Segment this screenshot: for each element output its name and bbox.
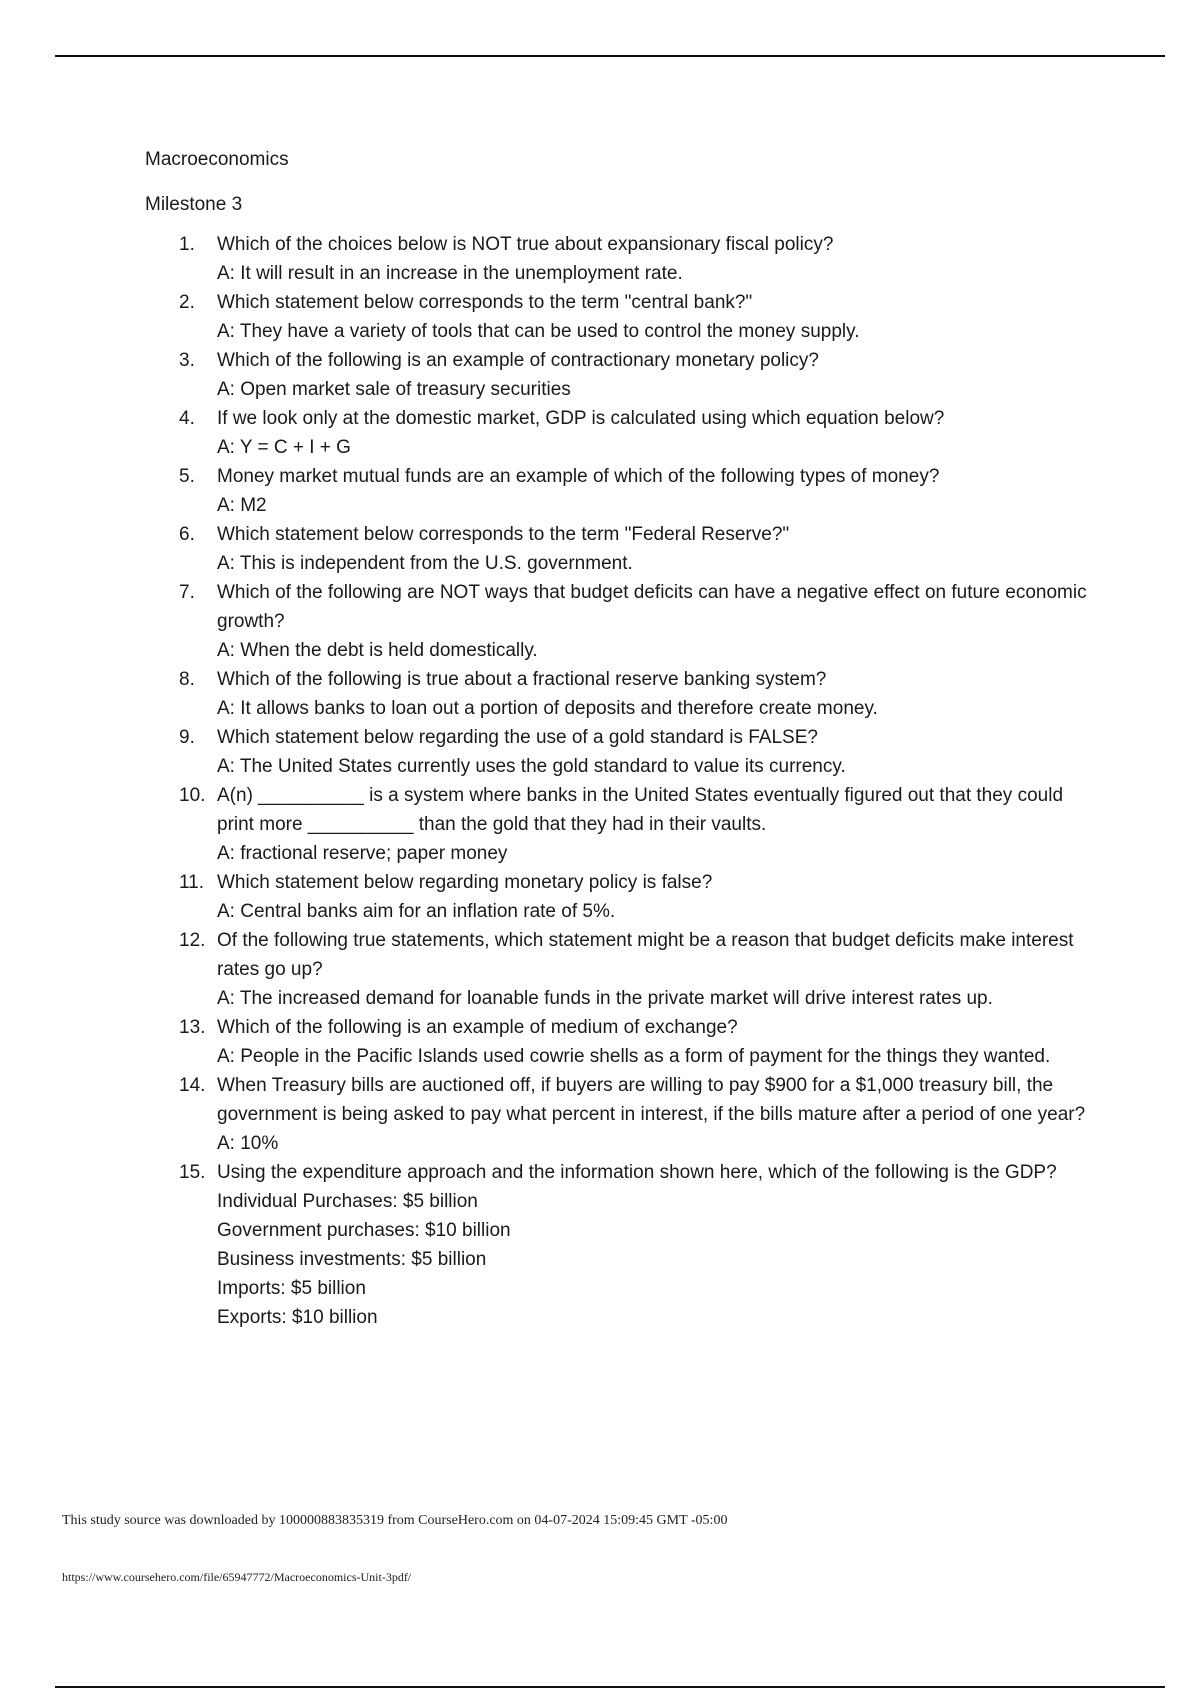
question-text: Which of the choices below is NOT true about expansionary fiscal policy? [217, 234, 834, 255]
answer-text: A: fractional reserve; paper money [217, 843, 508, 864]
question-text: Which of the following is an example of contractionary monetary policy? [217, 350, 819, 371]
question-text: Which statement below corresponds to the term "central bank?" [217, 292, 753, 313]
question-text: Which statement below regarding monetary policy is false? [217, 872, 713, 893]
question-item [145, 1071, 1095, 1158]
question-item [145, 288, 1095, 346]
question-item [145, 404, 1095, 462]
question-number: 4. [179, 408, 195, 429]
question-number: 15. [179, 1162, 206, 1183]
question-item [145, 1158, 1095, 1332]
gdp-data-line: Individual Purchases: $5 billion [217, 1191, 478, 1212]
answer-text: A: It will result in an increase in the unemployment rate. [217, 263, 683, 284]
gdp-data-line: Government purchases: $10 billion [217, 1220, 511, 1241]
question-item [145, 665, 1095, 723]
question-number: 14. [179, 1075, 206, 1096]
question-item [145, 926, 1095, 1013]
question-number: 5. [179, 466, 195, 487]
question-text: Which of the following are NOT ways that budget deficits can have a negative effect on future economic growth? [217, 582, 1087, 632]
answer-text: A: Y = C + I + G [217, 437, 351, 458]
document-body [145, 145, 1095, 1332]
question-text: When Treasury bills are auctioned off, if buyers are willing to pay $900 for a $1,000 treasury bill, the government is being asked to pay what percent in interest, if the bills mature after a period of one year? [217, 1075, 1086, 1125]
gdp-data-line: Business investments: $5 billion [217, 1249, 487, 1270]
question-text: Which statement below regarding the use of a gold standard is FALSE? [217, 727, 818, 748]
question-number: 9. [179, 727, 195, 748]
answer-text: A: M2 [217, 495, 267, 516]
question-item [145, 230, 1095, 288]
answer-text: A: The United States currently uses the gold standard to value its currency. [217, 756, 846, 777]
question-item [145, 520, 1095, 578]
question-number: 2. [179, 292, 195, 313]
question-item [145, 723, 1095, 781]
answer-text: A: 10% [217, 1133, 279, 1154]
download-source-note: This study source was downloaded by 100000883835319 from CourseHero.com on 04-07-2024 15:09:45 GMT -05:00 [62, 1513, 728, 1528]
answer-text: A: Central banks aim for an inflation rate of 5%. [217, 901, 616, 922]
question-number: 10. [179, 785, 206, 806]
answer-text: A: It allows banks to loan out a portion of deposits and therefore create money. [217, 698, 878, 719]
question-item [145, 462, 1095, 520]
question-item [145, 781, 1095, 868]
document-subtitle: Milestone 3 [145, 194, 243, 215]
question-text: Of the following true statements, which statement might be a reason that budget deficits make interest rates go up? [217, 930, 1074, 980]
question-item [145, 868, 1095, 926]
question-list [145, 230, 1095, 1332]
question-text: Using the expenditure approach and the information shown here, which of the following is the GDP? [217, 1162, 1057, 1183]
question-number: 12. [179, 930, 206, 951]
question-number: 6. [179, 524, 195, 545]
question-text: Which statement below corresponds to the term "Federal Reserve?" [217, 524, 790, 545]
bottom-rule [55, 1686, 1165, 1688]
answer-text: A: When the debt is held domestically. [217, 640, 538, 661]
question-text: If we look only at the domestic market, GDP is calculated using which equation below? [217, 408, 945, 429]
question-number: 1. [179, 234, 195, 255]
question-item [145, 578, 1095, 665]
answer-text: A: Open market sale of treasury securities [217, 379, 571, 400]
answer-text: A: They have a variety of tools that can be used to control the money supply. [217, 321, 860, 342]
gdp-data-line: Exports: $10 billion [217, 1307, 378, 1328]
gdp-data-line: Imports: $5 billion [217, 1278, 366, 1299]
question-item [145, 1013, 1095, 1071]
question-number: 3. [179, 350, 195, 371]
question-number: 13. [179, 1017, 206, 1038]
source-url: https://www.coursehero.com/file/65947772/Macroeconomics-Unit-3pdf/ [62, 1570, 412, 1584]
question-text: Money market mutual funds are an example of which of the following types of money? [217, 466, 940, 487]
answer-text: A: The increased demand for loanable funds in the private market will drive interest rates up. [217, 988, 993, 1009]
question-text: A(n) __________ is a system where banks in the United States eventually figured out that they could print more __________ than the gold that they had in their vaults. [217, 785, 1064, 835]
question-text: Which of the following is true about a fractional reserve banking system? [217, 669, 827, 690]
question-item [145, 346, 1095, 404]
question-text: Which of the following is an example of medium of exchange? [217, 1017, 738, 1038]
document-title: Macroeconomics [145, 149, 289, 170]
question-number: 7. [179, 582, 195, 603]
question-number: 8. [179, 669, 195, 690]
question-number: 11. [179, 872, 205, 893]
top-rule [55, 55, 1165, 57]
answer-text: A: This is independent from the U.S. government. [217, 553, 633, 574]
answer-text: A: People in the Pacific Islands used cowrie shells as a form of payment for the things they wanted. [217, 1046, 1051, 1067]
